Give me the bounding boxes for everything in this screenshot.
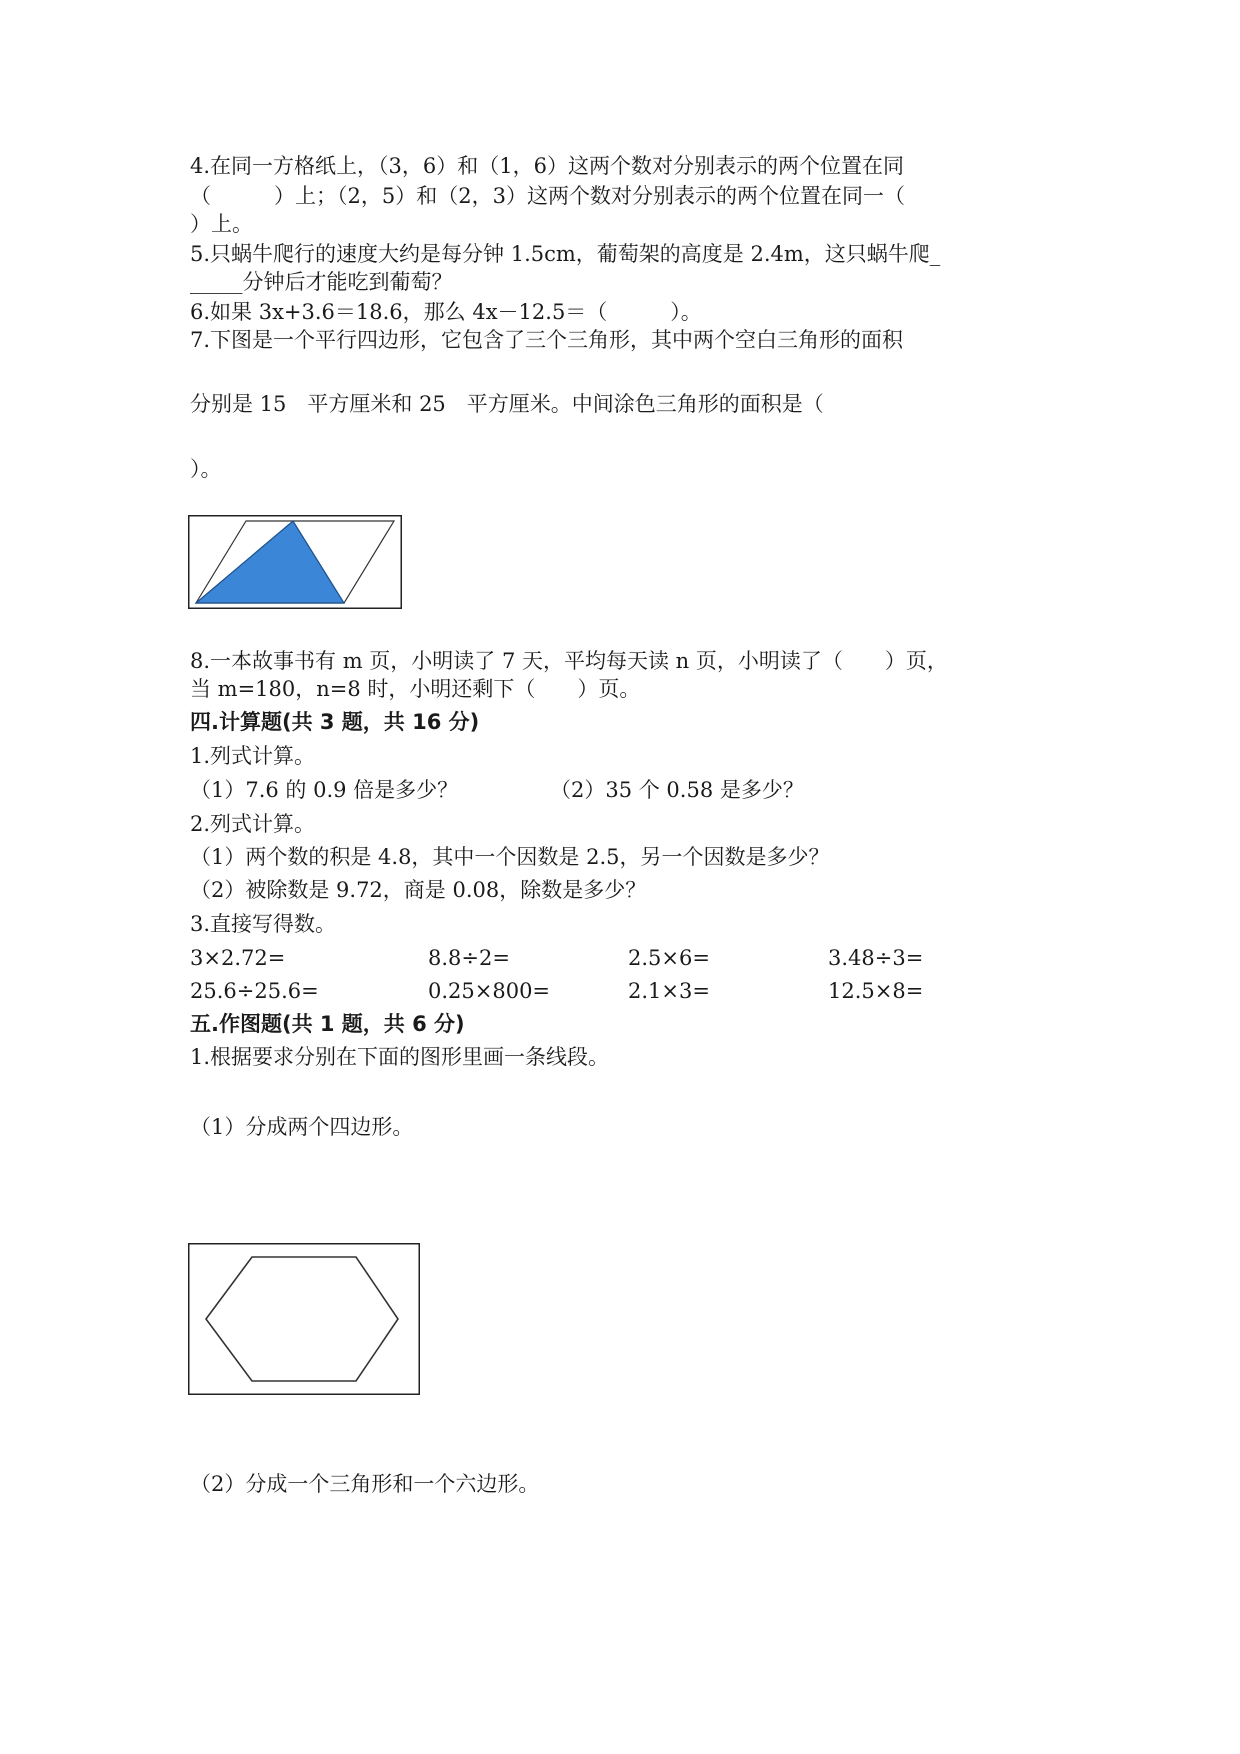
s4-q1-part-a: （1）7.6 的 0.9 倍是多少？ bbox=[190, 778, 459, 802]
s5-part-1: （1）分成两个四边形。 bbox=[190, 1115, 414, 1139]
calc-item: 3×2.72= bbox=[190, 946, 286, 970]
q8-line-2: 当 m=180，n=8 时，小明还剩下（ ）页。 bbox=[190, 677, 641, 701]
calc-item: 2.5×6= bbox=[628, 946, 710, 970]
q4-line-3: ）上。 bbox=[190, 212, 253, 236]
s4-q1-title: 1.列式计算。 bbox=[190, 744, 316, 768]
q7-line-1: 7.下图是一个平行四边形，它包含了三个三角形，其中两个空白三角形的面积 bbox=[190, 328, 904, 352]
q5-line-1: 5.只蜗牛爬行的速度大约是每分钟 1.5cm，葡萄架的高度是 2.4m，这只蜗牛爬_ bbox=[190, 242, 941, 266]
hexagon-outline bbox=[206, 1257, 398, 1381]
q6-line-1: 6.如果 3x+3.6＝18.6，那么 4x－12.5＝（ ）。 bbox=[190, 300, 702, 324]
s5-q1-title: 1.根据要求分别在下面的图形里画一条线段。 bbox=[190, 1045, 610, 1069]
s4-q3-title: 3.直接写得数。 bbox=[190, 912, 337, 936]
s4-q2-part-a: （1）两个数的积是 4.8，其中一个因数是 2.5，另一个因数是多少？ bbox=[190, 845, 830, 869]
section-4-heading: 四.计算题(共 3 题，共 16 分) bbox=[190, 710, 480, 734]
q4-line-2: （ ）上；（2，5）和（2，3）这两个数对分别表示的两个位置在同一（ bbox=[190, 184, 905, 208]
q7-line-3: ）。 bbox=[190, 457, 222, 481]
calc-item: 3.48÷3= bbox=[828, 946, 924, 970]
figure-frame bbox=[189, 1244, 420, 1395]
s4-q2-part-b: （2）被除数是 9.72，商是 0.08，除数是多少？ bbox=[190, 878, 647, 902]
q8-line-1: 8.一本故事书有 m 页，小明读了 7 天，平均每天读 n 页，小明读了（ ）页， bbox=[190, 649, 948, 673]
s4-q1-part-b: （2）35 个 0.58 是多少？ bbox=[550, 778, 804, 802]
s5-part-2: （2）分成一个三角形和一个六边形。 bbox=[190, 1472, 540, 1496]
q4-line-1: 4.在同一方格纸上，（3，6）和（1，6）这两个数对分别表示的两个位置在同 bbox=[190, 154, 904, 178]
parallelogram-figure bbox=[188, 515, 402, 609]
calc-item: 0.25×800= bbox=[428, 979, 551, 1003]
calc-item: 2.1×3= bbox=[628, 979, 710, 1003]
s4-q2-title: 2.列式计算。 bbox=[190, 812, 316, 836]
section-5-heading: 五.作图题(共 1 题，共 6 分) bbox=[190, 1012, 465, 1036]
q5-line-2: _____分钟后才能吃到葡萄？ bbox=[190, 270, 453, 294]
calc-item: 12.5×8= bbox=[828, 979, 924, 1003]
q7-line-2: 分别是 15 平方厘米和 25 平方厘米。中间涂色三角形的面积是（ bbox=[190, 392, 824, 416]
calc-item: 25.6÷25.6= bbox=[190, 979, 319, 1003]
hexagon-figure bbox=[188, 1243, 420, 1395]
calc-item: 8.8÷2= bbox=[428, 946, 510, 970]
shaded-triangle bbox=[196, 521, 344, 603]
